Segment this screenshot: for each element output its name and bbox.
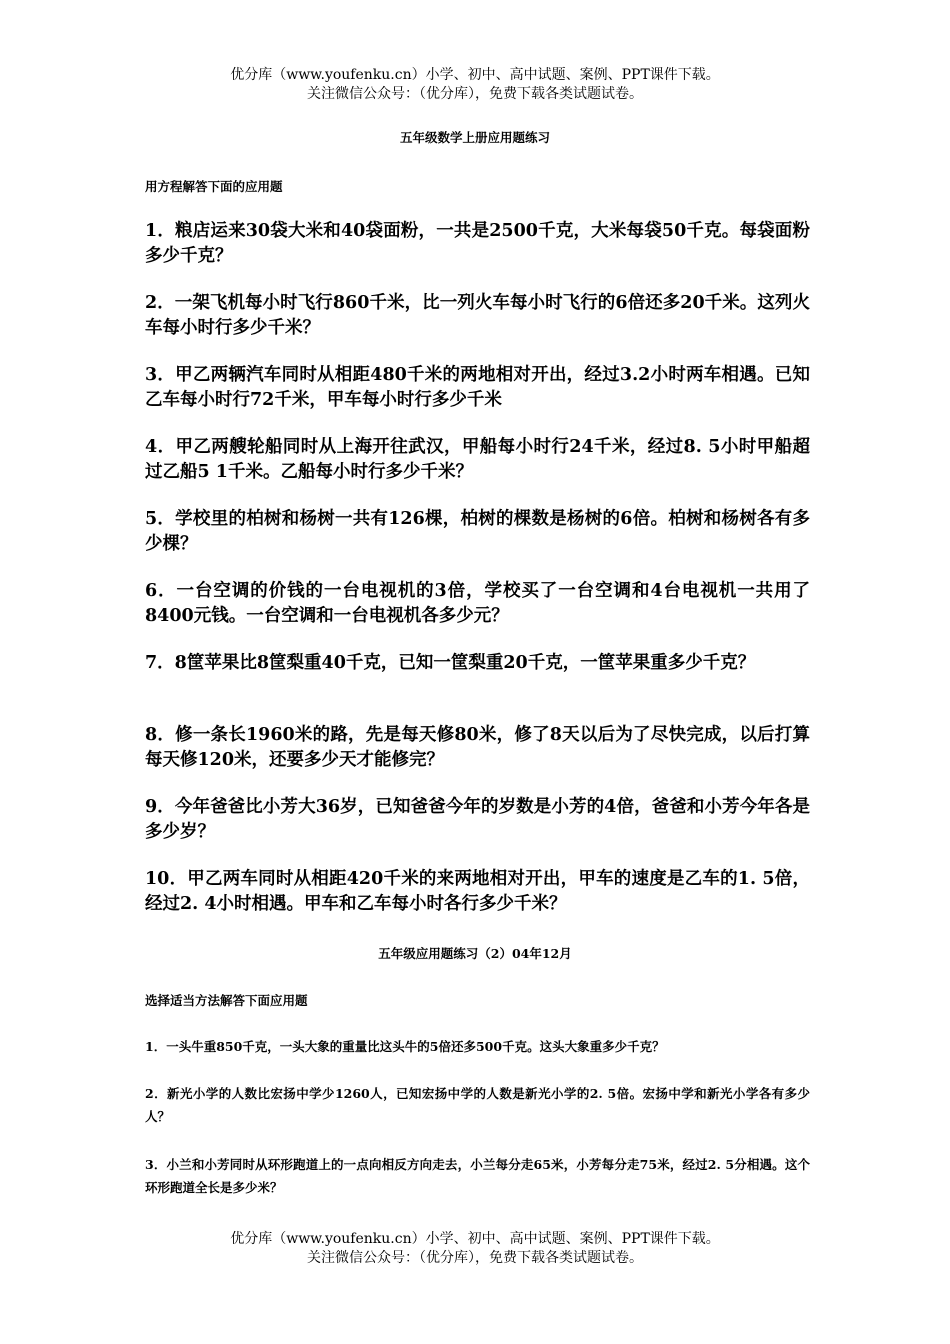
section2-question-3: 3．小兰和小芳同时从环形跑道上的一点向相反方向走去，小兰每分走65米，小芳每分走75米，经过2. 5分相遇。这个环形跑道全长是多少米？ (145, 1157, 810, 1195)
question-10: 10．甲乙两车同时从相距420千米的来两地相对开出，甲车的速度是乙车的1. 5倍，经过2. 4小时相遇。甲车和乙车每小时各行多少千米？ (145, 869, 810, 914)
question-3: 3．甲乙两辆汽车同时从相距480千米的两地相对开出，经过3.2小时两车相遇。已知乙车每小时行72千米，甲车每小时行多少千米 (145, 365, 810, 410)
page-footer (0, 1230, 950, 1268)
question-1: 1．粮店运来30袋大米和40袋面粉，一共是2500千克，大米每袋50千克。每袋面粉多少千克？ (145, 221, 810, 266)
question-5: 5．学校里的柏树和杨树一共有126棵，柏树的棵数是杨树的6倍。柏树和杨树各有多少棵？ (145, 509, 810, 554)
header-line-2: 关注微信公众号：（优分库），免费下载各类试题试卷。 (307, 86, 643, 102)
footer-line-2: 关注微信公众号：（优分库），免费下载各类试题试卷。 (307, 1250, 643, 1266)
question-2: 2．一架飞机每小时飞行860千米，比一列火车每小时飞行的6倍还多20千米。这列火车每小时行多少千米？ (145, 293, 810, 338)
footer-line-1: 优分库（www.youfenku.cn）小学、初中、高中试题、案例、PPT课件下载。 (230, 1231, 720, 1247)
page-header (0, 66, 950, 104)
question-4: 4．甲乙两艘轮船同时从上海开往武汉，甲船每小时行24千米，经过8. 5小时甲船超过乙船5 1千米。乙船每小时行多少千米？ (145, 437, 810, 482)
question-7: 7．8筐苹果比8筐梨重40千克，已知一筐梨重20千克，一筐苹果重多少千克？ (145, 653, 756, 673)
section2-question-2: 2．新光小学的人数比宏扬中学少1260人，已知宏扬中学的人数是新光小学的2. 5倍。宏扬中学和新光小学各有多少人？ (145, 1086, 810, 1124)
question-6: 6．一台空调的价钱的一台电视机的3倍，学校买了一台空调和4台电视机一共用了8400元钱。一台空调和一台电视机各多少元？ (145, 581, 810, 626)
section2-title: 五年级应用题练习（2）04年12月 (378, 946, 572, 961)
section1-instruction: 用方程解答下面的应用题 (145, 179, 283, 194)
section1-title: 五年级数学上册应用题练习 (399, 130, 550, 145)
section2-instruction: 选择适当方法解答下面应用题 (145, 993, 308, 1008)
question-8: 8．修一条长1960米的路，先是每天修80米，修了8天以后为了尽快完成，以后打算每天修120米，还要多少天才能修完？ (145, 725, 810, 770)
question-9: 9．今年爸爸比小芳大36岁，已知爸爸今年的岁数是小芳的4倍，爸爸和小芳今年各是多少岁？ (145, 797, 810, 842)
header-line-1: 优分库（www.youfenku.cn）小学、初中、高中试题、案例、PPT课件下载。 (230, 67, 720, 83)
section2-question-1: 1．一头牛重850千克，一头大象的重量比这头牛的5倍还多500千克。这头大象重多少千克？ (145, 1039, 665, 1054)
